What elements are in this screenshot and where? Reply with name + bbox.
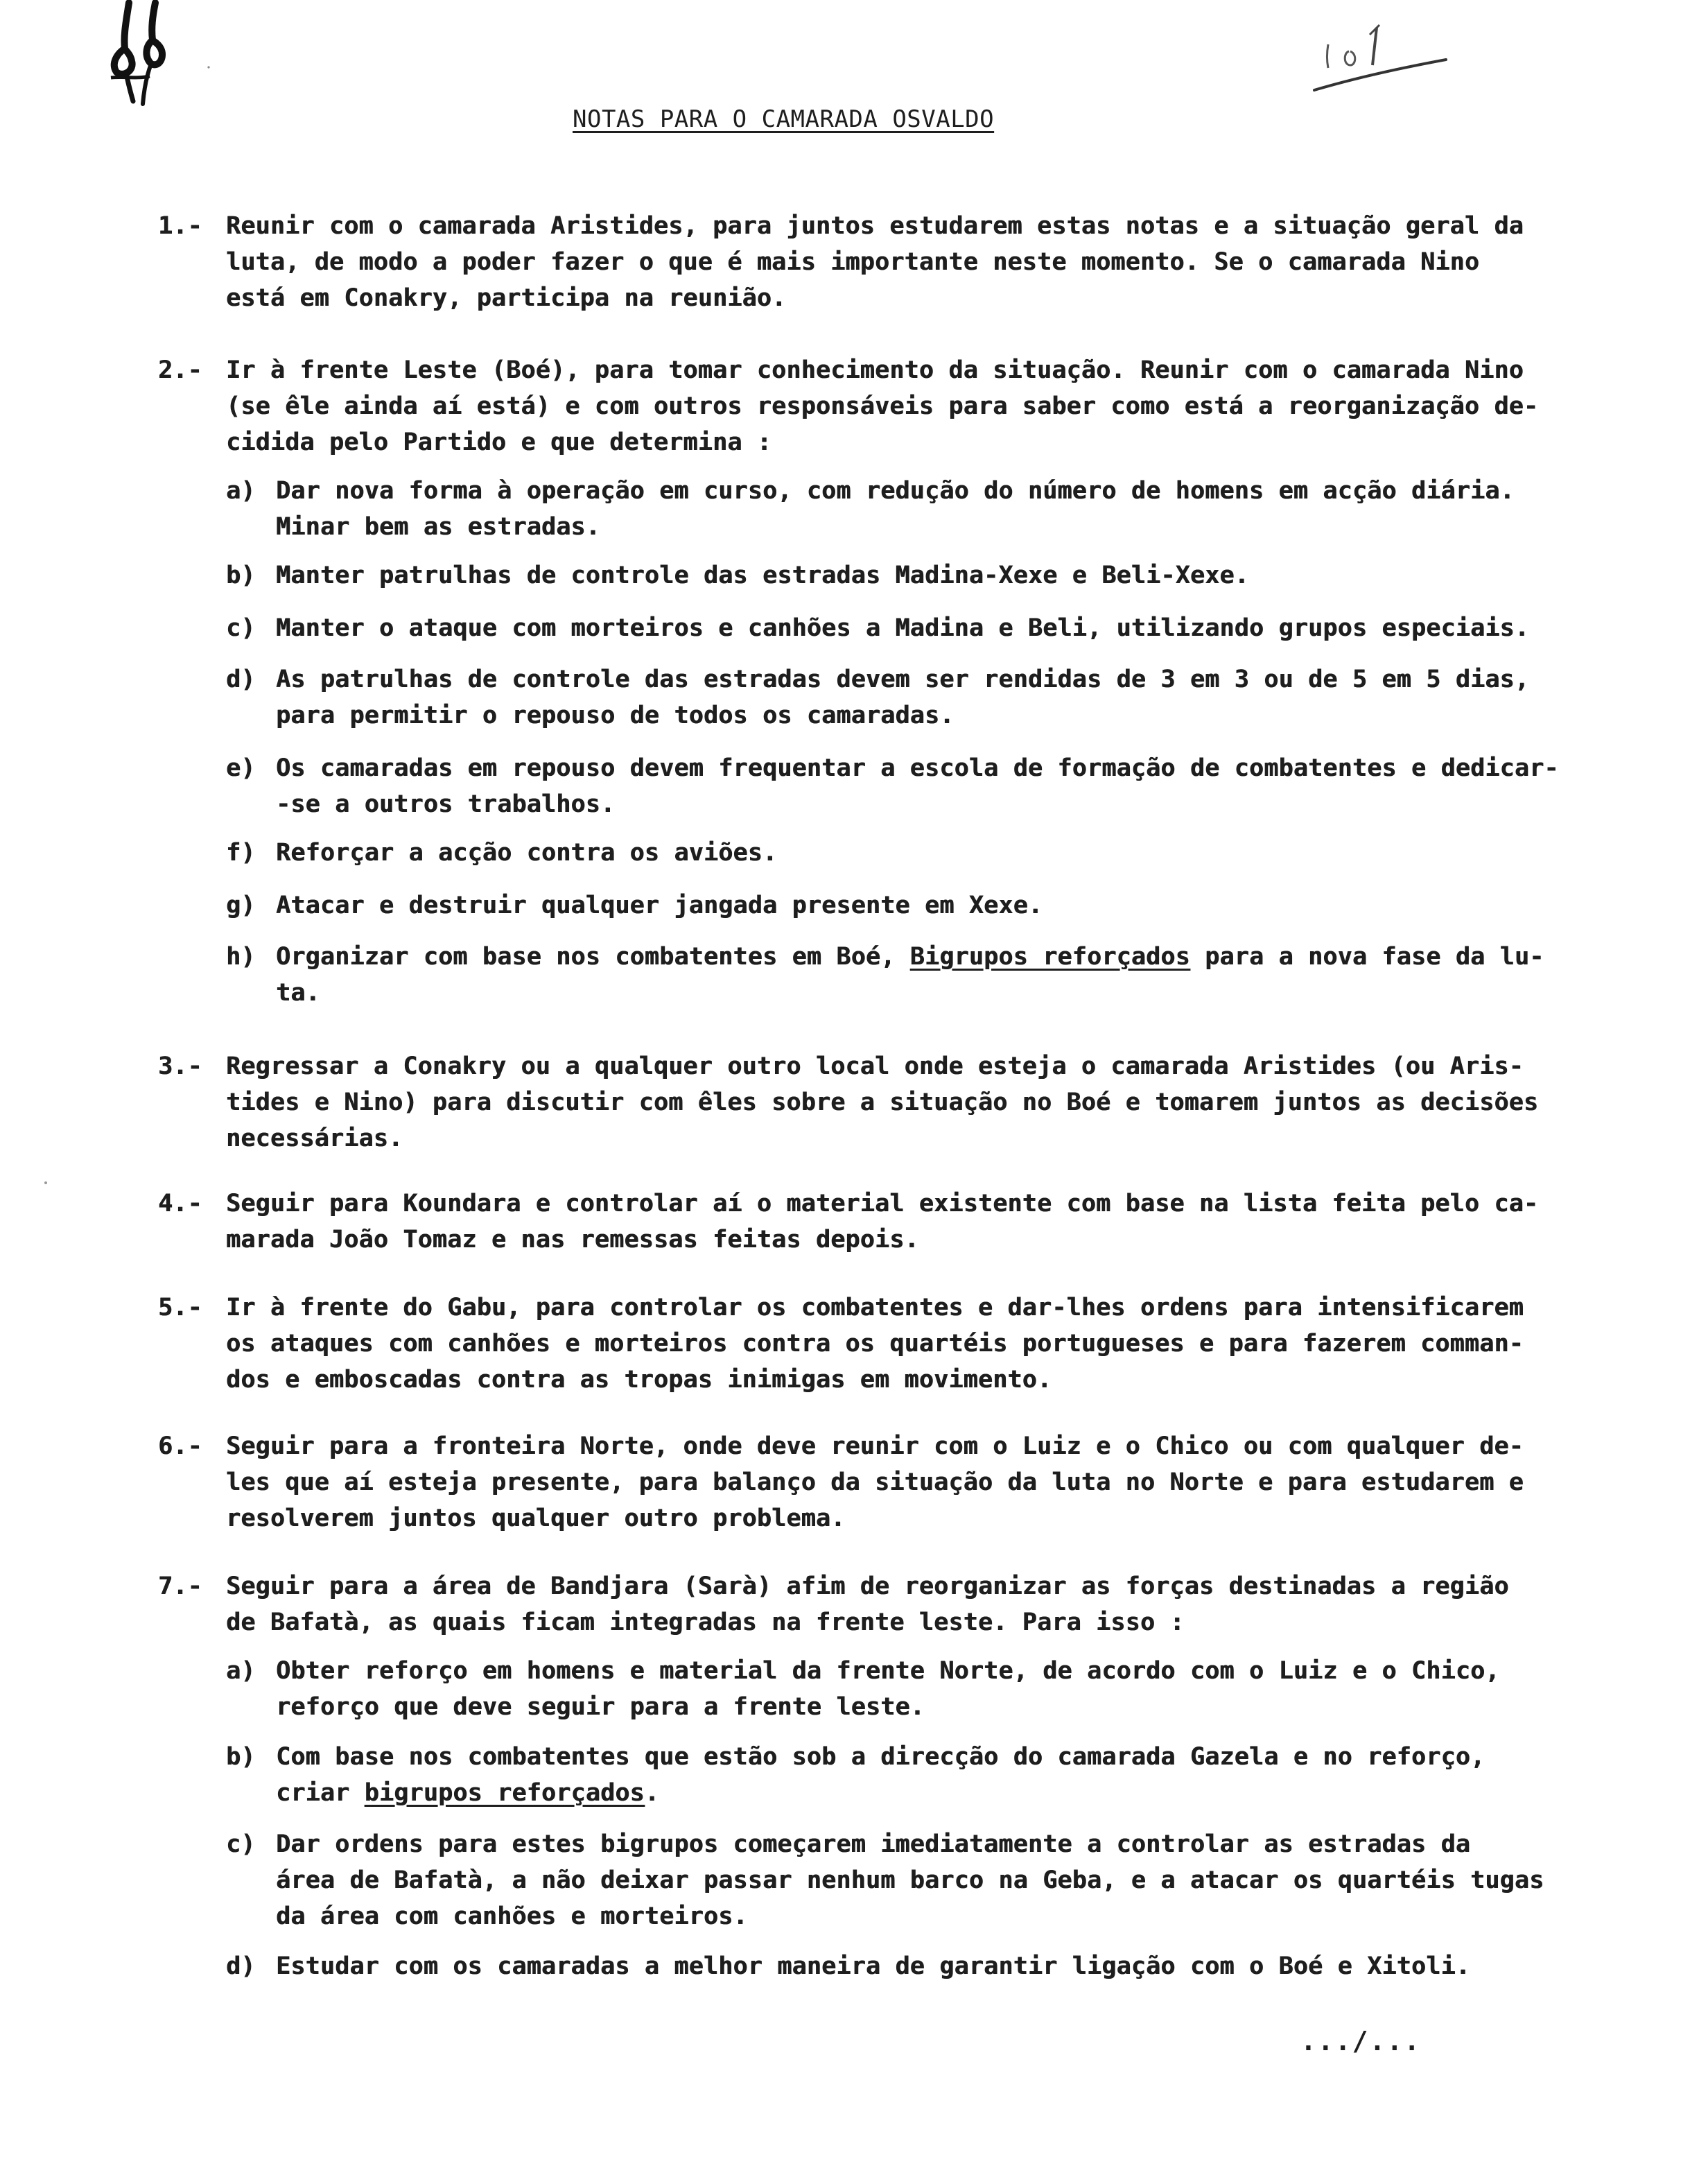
item-2-sub-b-letter: b) [226,562,256,589]
item-7-line-2: de Bafatà, as quais ficam integradas na frente leste. Para isso : [226,1609,1185,1636]
item-3-line-2: tides e Nino) para discutir com êles sobre a situação no Boé e tomarem juntos as decisões [226,1089,1539,1116]
item-2-line-1: Ir à frente Leste (Boé), para tomar conhecimento da situação. Reunir com o camarada Nino [226,356,1524,384]
item-2-sub-h-text-after: para a nova fase da lu- [1190,943,1544,971]
item-7-sub-d-letter: d) [226,1952,256,1980]
item-3-line-3: necessárias. [226,1125,403,1152]
handwritten-page-number [1310,12,1470,103]
item-2-sub-h-line-2: ta. [276,979,320,1007]
item-5-number: 5.- [158,1294,202,1321]
item-7-sub-d-line-1: Estudar com os camaradas a melhor maneira de garantir ligação com o Boé e Xitoli. [276,1952,1471,1980]
item-7-sub-a-line-1: Obter reforço em homens e material da frente Norte, de acordo com o Luiz e o Chico, [276,1657,1500,1685]
handwritten-mark-top-left [96,0,186,111]
item-7-sub-b-letter: b) [226,1743,256,1771]
item-7-sub-b-line-1: Com base nos combatentes que estão sob a direcção do camarada Gazela e no reforço, [276,1743,1485,1771]
item-7-sub-a-letter: a) [226,1657,256,1685]
item-2-sub-f-letter: f) [226,839,256,867]
item-7-sub-c-line-2: área de Bafatà, a não deixar passar nenhum barco na Geba, e a atacar os quartéis tugas [276,1866,1544,1894]
item-6-line-2: les que aí esteja presente, para balanço da situação da luta no Norte e para estudarem e [226,1468,1524,1496]
document-title: NOTAS PARA O CAMARADA OSVALDO [573,105,995,133]
item-7-sub-b-line-2 [276,1775,1485,1811]
item-2-sub-h-text-before: Organizar com base nos combatentes em Boé, [276,943,910,971]
item-2-number: 2.- [158,356,202,384]
item-2-sub-a-line-2: Minar bem as estradas. [276,513,600,541]
item-3-line-1: Regressar a Conakry ou a qualquer outro local onde esteja o camarada Aristides (ou Aris- [226,1052,1524,1080]
item-2-sub-h-line-1 [276,939,1544,975]
item-7-line-1: Seguir para a área de Bandjara (Sarà) afim de reorganizar as forças destinadas a região [226,1572,1509,1600]
item-2-sub-d-line-2: para permitir o repouso de todos os camaradas. [276,702,955,729]
item-1-line-2: luta, de modo a poder fazer o que é mais importante neste momento. Se o camarada Nino [226,248,1480,276]
item-7-number: 7.- [158,1572,202,1600]
item-4-line-1: Seguir para Koundara e controlar aí o material existente com base na lista feita pelo ca- [226,1190,1539,1217]
item-2-sub-d-letter: d) [226,666,256,693]
item-2-sub-f-line-1: Reforçar a acção contra os aviões. [276,839,778,867]
item-7-sub-c-line-3: da área com canhões e morteiros. [276,1903,748,1930]
item-4-line-2: marada João Tomaz e nas remessas feitas depois. [226,1226,919,1254]
item-6-number: 6.- [158,1432,202,1460]
item-7-sub-a-line-2: reforço que deve seguir para a frente leste. [276,1693,925,1721]
item-7-sub-c-line-1: Dar ordens para estes bigrupos começarem imediatamente a controlar as estradas da [276,1830,1471,1858]
item-2-sub-e-letter: e) [226,754,256,782]
item-7-sub-b-underlined: bigrupos reforçados [364,1779,645,1807]
item-5-line-3: dos e emboscadas contra as tropas inimigas em movimento. [226,1366,1052,1394]
item-4-number: 4.- [158,1190,202,1217]
continuation-mark: .../... [1300,2026,1422,2056]
item-2-line-2: (se êle ainda aí está) e com outros responsáveis para saber como está a reorganização de- [226,392,1539,420]
scan-speck [42,1179,50,1187]
item-2-sub-c-letter: c) [226,614,256,642]
item-6-line-1: Seguir para a fronteira Norte, onde deve reunir com o Luiz e o Chico ou com qualquer de- [226,1432,1524,1460]
item-2-sub-a-line-1: Dar nova forma à operação em curso, com redução do número de homens em acção diária. [276,477,1515,505]
scan-speck [205,64,212,71]
item-2-sub-g-letter: g) [226,892,256,919]
item-3-number: 3.- [158,1052,202,1080]
item-7-sub-b-text-before: criar [276,1779,365,1807]
item-2-sub-h-underlined: Bigrupos reforçados [909,943,1190,971]
item-2-sub-b-line-1: Manter patrulhas de controle das estradas Madina-Xexe e Beli-Xexe. [276,562,1249,589]
item-1-line-3: está em Conakry, participa na reunião. [226,284,787,312]
item-2-sub-e-line-1: Os camaradas em repouso devem frequentar a escola de formação de combatentes e dedicar- [276,754,1559,782]
item-2-line-3: cidida pelo Partido e que determina : [226,428,772,456]
item-7-sub-c-letter: c) [226,1830,256,1858]
item-6-line-3: resolverem juntos qualquer outro problema. [226,1505,846,1532]
item-2-sub-a-letter: a) [226,477,256,505]
item-7-sub-b-text-after: . [644,1779,660,1807]
item-2-sub-g-line-1: Atacar e destruir qualquer jangada presente em Xexe. [276,892,1043,919]
item-5-line-2: os ataques com canhões e morteiros contra os quartéis portugueses e para fazerem comman- [226,1330,1524,1358]
item-2-sub-h-letter: h) [226,943,256,971]
item-2-sub-d-line-1: As patrulhas de controle das estradas devem ser rendidas de 3 em 3 ou de 5 em 5 dias, [276,666,1530,693]
item-2-sub-e-line-2: -se a outros trabalhos. [276,790,616,818]
item-1-line-1: Reunir com o camarada Aristides, para juntos estudarem estas notas e a situação geral da [226,212,1524,240]
item-5-line-1: Ir à frente do Gabu, para controlar os combatentes e dar-lhes ordens para intensificarem [226,1294,1524,1321]
item-2-sub-c-line-1: Manter o ataque com morteiros e canhões a Madina e Beli, utilizando grupos especiais. [276,614,1530,642]
item-1-number: 1.- [158,212,202,240]
